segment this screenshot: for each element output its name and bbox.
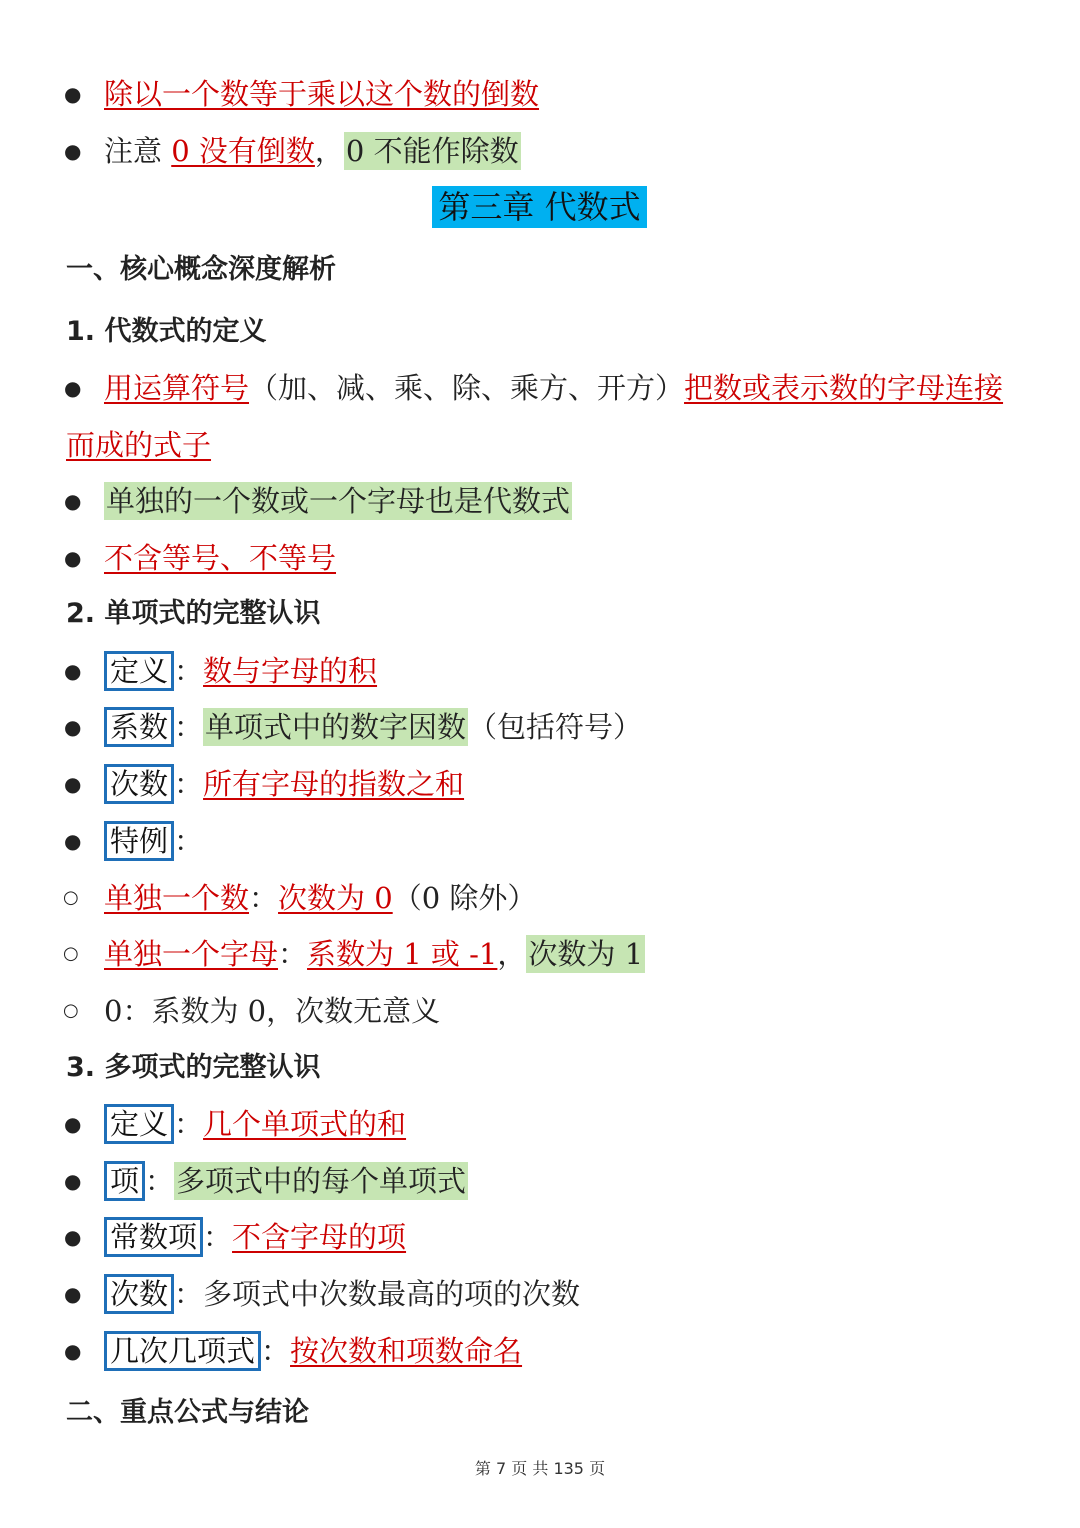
term-box: 常数项 [104, 1217, 203, 1257]
plain-text: （0 除外） [392, 881, 537, 915]
highlight-text: 单独的一个数或一个字母也是代数式 [106, 484, 571, 518]
circle-bullet-icon: ○ [63, 887, 79, 908]
red-text: 单独一个数 [104, 881, 250, 915]
red-text: 次数为 0 [278, 881, 393, 915]
red-text: 单独一个字母 [104, 937, 279, 971]
plain-text: 注意 [104, 134, 163, 168]
term-box: 次数 [104, 1274, 174, 1314]
section-heading: 一、核心概念深度解析 [66, 254, 336, 285]
bullet-dot-icon: ● [64, 659, 82, 683]
colon: ： [249, 881, 279, 915]
term-box: 特例 [104, 821, 174, 861]
section-heading: 二、重点公式与结论 [66, 1397, 309, 1428]
plain-text: （包括符号） [468, 710, 643, 744]
colon: ： [174, 1277, 204, 1311]
bullet-dot-icon: ● [64, 715, 82, 739]
bullet-dot-icon: ● [64, 376, 82, 400]
colon: ： [261, 1334, 291, 1368]
red-text: 几个单项式的和 [203, 1107, 407, 1141]
chapter-title: 第三章 代数式 [432, 186, 647, 228]
bullet-dot-icon: ● [64, 139, 82, 163]
red-text: 不含等号、不等号 [104, 541, 337, 575]
bullet-dot-icon: ● [64, 829, 82, 853]
bullet-dot-icon: ● [64, 1225, 82, 1249]
term-box: 定义 [104, 651, 174, 691]
red-text: 除以一个数等于乘以这个数的倒数 [104, 77, 540, 111]
highlight-text: 次数为 1 [528, 937, 644, 971]
red-text: 按次数和项数命名 [290, 1334, 523, 1368]
bullet-dot-icon: ● [64, 1169, 82, 1193]
red-text: 不含字母的项 [232, 1220, 407, 1254]
bullet-dot-icon: ● [64, 1112, 82, 1136]
plain-text: ， [497, 937, 527, 971]
bullet-dot-icon: ● [64, 489, 82, 513]
red-text: 0 没有倒数 [171, 134, 315, 168]
term-box: 几次几项式 [104, 1331, 261, 1371]
colon: ： [145, 1164, 175, 1198]
colon: ： [203, 1220, 233, 1254]
colon: ： [174, 710, 204, 744]
red-text: 把数或表示数的字母连接 [684, 371, 1004, 405]
red-text: 而成的式子 [66, 428, 212, 462]
subsection-heading: 3. 多项式的完整认识 [66, 1052, 321, 1083]
subsection-heading: 1. 代数式的定义 [66, 316, 267, 347]
plain-text: 多项式中次数最高的项的次数 [203, 1277, 581, 1311]
highlight-text: 0 不能作除数 [345, 134, 519, 168]
highlight-text: 多项式中的每个单项式 [176, 1164, 467, 1198]
plain-text: 0：系数为 0，次数无意义 [104, 994, 441, 1028]
red-text: 所有字母的指数之和 [203, 767, 465, 801]
colon: ： [278, 937, 308, 971]
bullet-dot-icon: ● [64, 1282, 82, 1306]
term-box: 定义 [104, 1104, 174, 1144]
plain-text: ， [314, 134, 344, 168]
circle-bullet-icon: ○ [63, 1000, 79, 1021]
highlight-text: 单项式中的数字因数 [205, 710, 467, 744]
circle-bullet-icon: ○ [63, 943, 79, 964]
red-text: 数与字母的积 [203, 654, 378, 688]
bullet-dot-icon: ● [64, 546, 82, 570]
colon: ： [174, 654, 204, 688]
bullet-dot-icon: ● [64, 772, 82, 796]
bullet-dot-icon: ● [64, 1339, 82, 1363]
subsection-heading: 2. 单项式的完整认识 [66, 598, 321, 629]
colon: ： [174, 824, 204, 858]
page-footer: 第 7 页 共 135 页 [474, 1459, 606, 1478]
colon: ： [174, 1107, 204, 1141]
term-box: 次数 [104, 764, 174, 804]
red-text: 用运算符号 [104, 371, 250, 405]
term-box: 系数 [104, 707, 174, 747]
red-text: 系数为 1 或 -1 [307, 937, 498, 971]
bullet-dot-icon: ● [64, 82, 82, 106]
term-box: 项 [104, 1161, 145, 1201]
colon: ： [174, 767, 204, 801]
plain-text: （加、减、乘、除、乘方、开方） [249, 371, 685, 405]
